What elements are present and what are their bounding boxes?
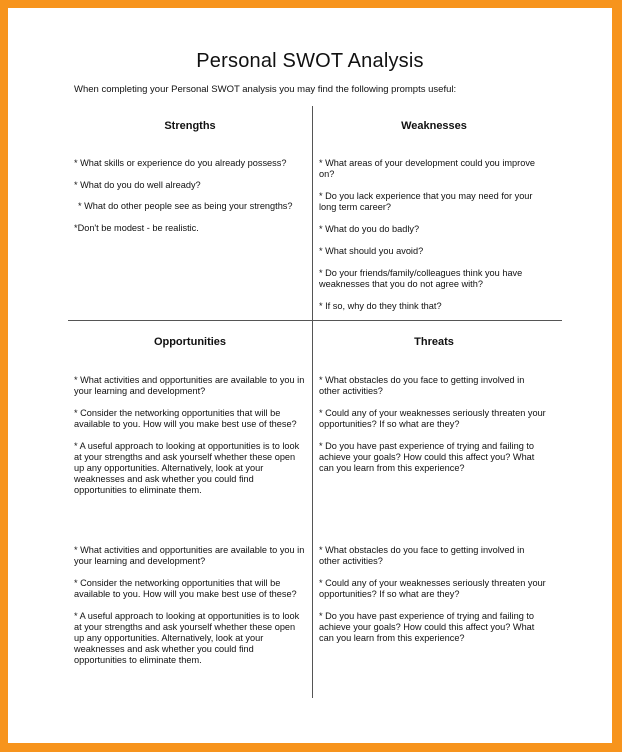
opportunities-item: * What activities and opportunities are available to you in your learning and development? <box>74 375 305 396</box>
weaknesses-item: * What do you do badly? <box>319 224 420 234</box>
weaknesses-item: * If so, why do they think that? <box>319 301 442 311</box>
strengths-item: *Don't be modest - be realistic. <box>74 223 199 233</box>
threats-item: * Could any of your weaknesses seriously threaten your opportunities? If so what are they? <box>319 408 546 429</box>
weaknesses-item: * What should you avoid? <box>319 246 424 256</box>
strengths-heading: Strengths <box>164 120 216 132</box>
threats-item: * What obstacles do you face to getting involved in other activities? <box>319 375 525 396</box>
weaknesses-list <box>319 158 547 323</box>
weaknesses-item: * What areas of your development could you improve on? <box>319 158 536 179</box>
weaknesses-heading: Weaknesses <box>401 120 467 132</box>
opportunities-list <box>74 375 306 507</box>
threats-item: * Do you have past experience of trying and failing to achieve your goals? How could this affect you? What can you learn from this experience? <box>319 441 535 473</box>
opportunities-repeat-list <box>74 545 306 677</box>
weaknesses-item: * Do your friends/family/colleagues think you have weaknesses that you do not agree with? <box>319 268 523 289</box>
strengths-item: * What do you do well already? <box>74 180 201 190</box>
threats-list <box>319 375 547 485</box>
vertical-divider <box>312 106 313 698</box>
weaknesses-item: * Do you lack experience that you may need for your long term career? <box>319 191 533 212</box>
document-page <box>8 8 612 743</box>
strengths-item: * What do other people see as being your strengths? <box>78 201 293 211</box>
opportunities-item: * What activities and opportunities are available to you in your learning and development? <box>74 545 305 566</box>
intro-text: When completing your Personal SWOT analysis you may find the following prompts useful: <box>74 84 457 95</box>
threats-item: * Do you have past experience of trying and failing to achieve your goals? How could this affect you? What can you learn from this experience? <box>319 611 535 643</box>
opportunities-item: * A useful approach to looking at opportunities is to look at your strengths and ask yourself whether these open up any opportunities. Alternatively, look at your weaknesses and ask whether you could find opportunities to eliminate them. <box>74 611 300 665</box>
opportunities-heading: Opportunities <box>153 336 227 348</box>
page-title: Personal SWOT Analysis <box>196 50 424 72</box>
threats-item: * What obstacles do you face to getting involved in other activities? <box>319 545 525 566</box>
strengths-item: * What skills or experience do you already possess? <box>74 158 287 168</box>
strengths-list <box>74 158 306 245</box>
opportunities-item: * Consider the networking opportunities that will be available to you. How will you make best use of these? <box>74 408 297 429</box>
opportunities-item: * Consider the networking opportunities that will be available to you. How will you make best use of these? <box>74 578 297 599</box>
opportunities-item: * A useful approach to looking at opportunities is to look at your strengths and ask yourself whether these open up any opportunities. Alternatively, look at your weaknesses and ask whether you could find opportunities to eliminate them. <box>74 441 300 495</box>
threats-repeat-list <box>319 545 547 655</box>
threats-heading: Threats <box>414 336 454 348</box>
threats-item: * Could any of your weaknesses seriously threaten your opportunities? If so what are they? <box>319 578 546 599</box>
